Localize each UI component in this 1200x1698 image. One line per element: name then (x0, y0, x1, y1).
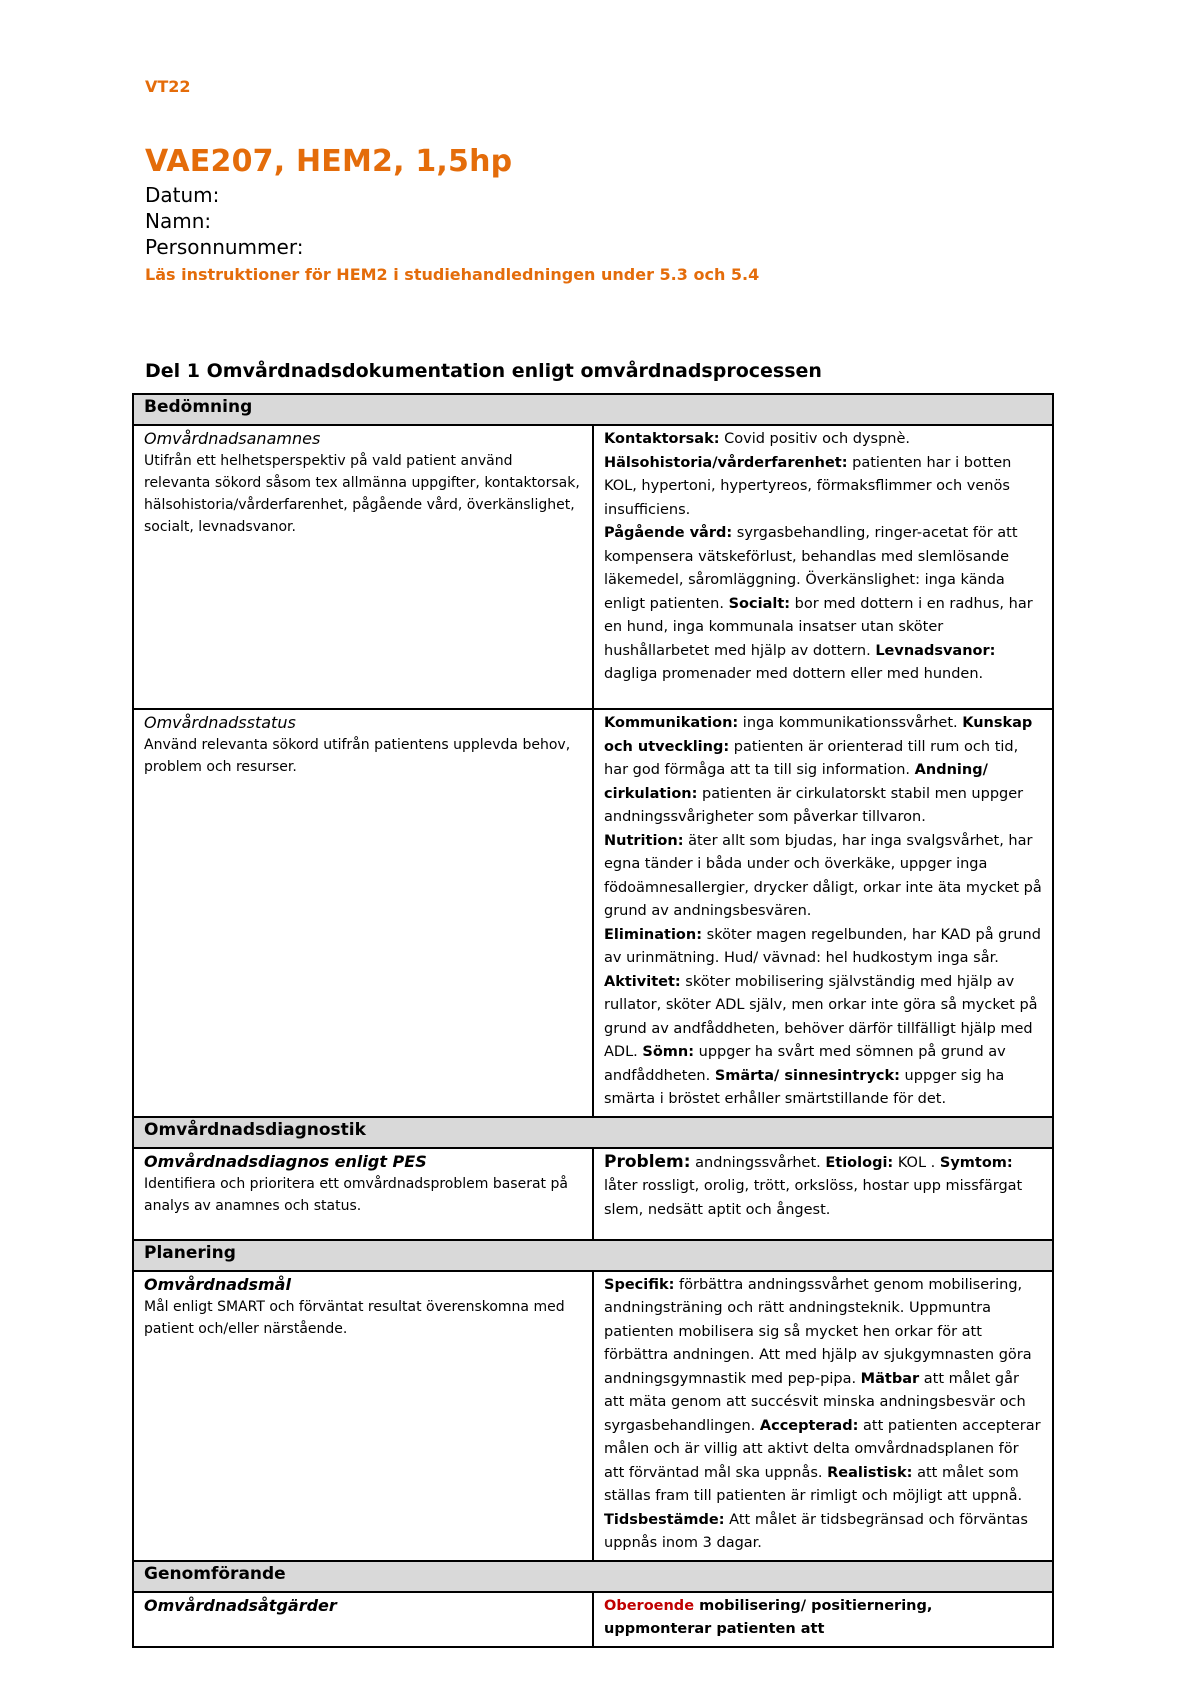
diagnos-t2: KOL . (893, 1154, 936, 1171)
status-k4: Nutrition: (604, 832, 684, 849)
diagnos-title: Omvårdnadsdiagnos enligt PES (144, 1151, 427, 1171)
diagnos-k2: Etiologi: (825, 1154, 894, 1171)
status-title: Omvårdnadsstatus (144, 713, 296, 732)
anamnes-k3: Pågående vård: (604, 525, 733, 541)
documentation-table (132, 393, 1054, 1648)
diagnos-k3: Symtom: (939, 1154, 1013, 1171)
atgarder-red: Oberoende (604, 1597, 695, 1614)
status-t8: uppger sig ha smärta i bröstet erhåller smärtstillande för det. (604, 1067, 1005, 1107)
status-k6: Aktivitet: (604, 973, 681, 990)
mal-title: Omvårdnadsmål (144, 1274, 291, 1294)
name-label: Namn: (145, 209, 212, 233)
status-t6: sköter mobilisering självständig med hjälp av rullator, sköter ADL själv, men orkar inte göra så mycket på grund av andfåddheten, behöver därför tillfälligt hjälp med ADL. (604, 973, 1038, 1060)
diagnos-left (133, 1148, 593, 1240)
personnummer-label: Personnummer: (145, 235, 304, 259)
term-label: VT22 (145, 77, 191, 96)
status-left (133, 709, 593, 1117)
anamnes-row (133, 425, 1053, 709)
anamnes-title: Omvårdnadsanamnes (144, 429, 321, 448)
diagnos-desc: Identifiera och prioritera ett omvårdnadsproblem baserat på analys av anamnes och status. (144, 1175, 568, 1214)
course-title: VAE207, HEM2, 1,5hp (145, 144, 513, 179)
atgarder-title: Omvårdnadsåtgärder (144, 1595, 337, 1615)
status-k8: Smärta/ sinnesintryck: (714, 1067, 900, 1084)
status-t1: inga kommunikationssvårhet. (738, 715, 958, 731)
status-k1: Kommunikation: (604, 715, 739, 731)
anamnes-t1: Covid positiv och dyspnè. (719, 431, 911, 447)
diagnostik-header: Omvårdnadsdiagnostik (133, 1117, 1053, 1148)
mal-t4: att målet som ställas fram till patienten är rimligt och möjligt att uppnå. (604, 1464, 1023, 1504)
atgarder-content (593, 1592, 1053, 1647)
diagnos-row (133, 1148, 1053, 1240)
section-title: Del 1 Omvårdnadsdokumentation enligt omvårdnadsprocessen (145, 360, 822, 382)
mal-left (133, 1271, 593, 1561)
diagnos-t3: låter rossligt, orolig, trött, orkslöss, hostar upp missfärgat slem, nedsätt aptit och ångest. (604, 1178, 1023, 1218)
status-k7: Sömn: (642, 1044, 695, 1060)
anamnes-left (133, 425, 593, 709)
anamnes-t5: dagliga promenader med dottern eller med hunden. (604, 666, 984, 682)
status-t2: patienten är orienterad till rum och tid, har god förmåga att ta till sig information. (604, 738, 1019, 778)
status-t7: uppger ha svårt med sömnen på grund av andfåddheten. (604, 1044, 1006, 1084)
mal-k5: Tidsbestämde: (604, 1511, 725, 1528)
anamnes-t2: patienten har i botten KOL, hypertoni, hypertyreos, förmaksflimmer och venös insufficiens. (604, 454, 1012, 518)
mal-k4: Realistisk: (827, 1464, 913, 1481)
mal-t2: att målet går att mäta genom att succésvit minska andningsbesvär och syrgasbehandlingen. (604, 1370, 1026, 1434)
anamnes-t4: bor med dottern i en radhus, har en hund, inga kommunala insatser utan sköter hushållarbetet med hjälp av dottern. (604, 595, 1033, 659)
mal-k2: Mätbar (860, 1370, 920, 1387)
status-content (593, 709, 1053, 1117)
mal-t1: förbättra andningssvårhet genom mobilisering, andningsträning och rätt andningsteknik. Uppmuntra patienten mobilisera sig så mycket hen orkar för att förbättra andningen. Att med hjälp av sjukgymnasten göra andningsgymnastik med pep-pipa. (604, 1276, 1032, 1387)
anamnes-k1: Kontaktorsak: (604, 431, 720, 447)
status-t3: patienten är cirkulatorskt stabil men uppger andningssvårigheter som påverkar tillvaron. (604, 785, 1024, 825)
mal-t5: Att målet är tidsbegränsad och förväntas uppnås inom 3 dagar. (604, 1511, 1028, 1551)
mal-k3: Accepterad: (759, 1417, 859, 1434)
genomforande-header: Genomförande (133, 1561, 1053, 1592)
diagnos-content (593, 1148, 1053, 1240)
atgarder-t1: mobilisering/ positiernering, uppmonterar patienten att (604, 1597, 933, 1637)
planering-header: Planering (133, 1240, 1053, 1271)
bedomning-header: Bedömning (133, 394, 1053, 425)
anamnes-desc: Utifrån ett helhetsperspektiv på vald patient använd relevanta sökord såsom tex allmänna uppgifter, kontaktorsak, hälsohistoria/vårderfarenhet, pågående vård, överkänslighet, socialt, levnadsvanor. (144, 453, 580, 535)
anamnes-k2: Hälsohistoria/vårderfarenhet: (604, 454, 848, 471)
mal-row (133, 1271, 1053, 1561)
atgarder-left (133, 1592, 593, 1647)
mal-content (593, 1271, 1053, 1561)
status-k5: Elimination: (604, 926, 703, 943)
diagnos-k1: Problem: (604, 1151, 691, 1172)
anamnes-k4: Socialt: (728, 595, 791, 612)
atgarder-row (133, 1592, 1053, 1647)
mal-t3: att patienten accepterar målen och är villig att aktivt delta omvårdnadsplanen för att förväntad mål ska uppnås. (604, 1417, 1041, 1481)
anamnes-k5: Levnadsvanor: (875, 642, 996, 659)
status-row (133, 709, 1053, 1117)
anamnes-content (593, 425, 1053, 709)
anamnes-t3: syrgasbehandling, ringer-acetat för att kompensera vätskeförlust, behandlas med slemlösande läkemedel, såromläggning. Överkänslighet: inga kända enligt patienten. (604, 525, 1018, 612)
mal-k1: Specifik: (604, 1276, 675, 1293)
mal-desc: Mål enligt SMART och förväntat resultat överenskomna med patient och/eller närstående. (144, 1298, 565, 1337)
status-desc: Använd relevanta sökord utifrån patientens upplevda behov, problem och resurser. (144, 737, 571, 775)
status-t4: äter allt som bjudas, har inga svalgsvårhet, har egna tänder i båda under och överkäke, uppger inga födoämnesallergier, drycker dåligt, orkar inte äta mycket på grund av andningsbesvären. (604, 832, 1042, 919)
date-label: Datum: (145, 183, 220, 207)
status-t5: sköter magen regelbunden, har KAD på grund av urinmätning. Hud/ vävnad: hel hudkostym inga sår. (604, 926, 1041, 966)
status-k2: Kunskap och utveckling: (604, 715, 1033, 755)
status-k3: Andning/ cirkulation: (604, 762, 988, 802)
instruction-text: Läs instruktioner för HEM2 i studiehandledningen under 5.3 och 5.4 (145, 265, 760, 284)
diagnos-t1: andningssvårhet. (690, 1154, 821, 1171)
